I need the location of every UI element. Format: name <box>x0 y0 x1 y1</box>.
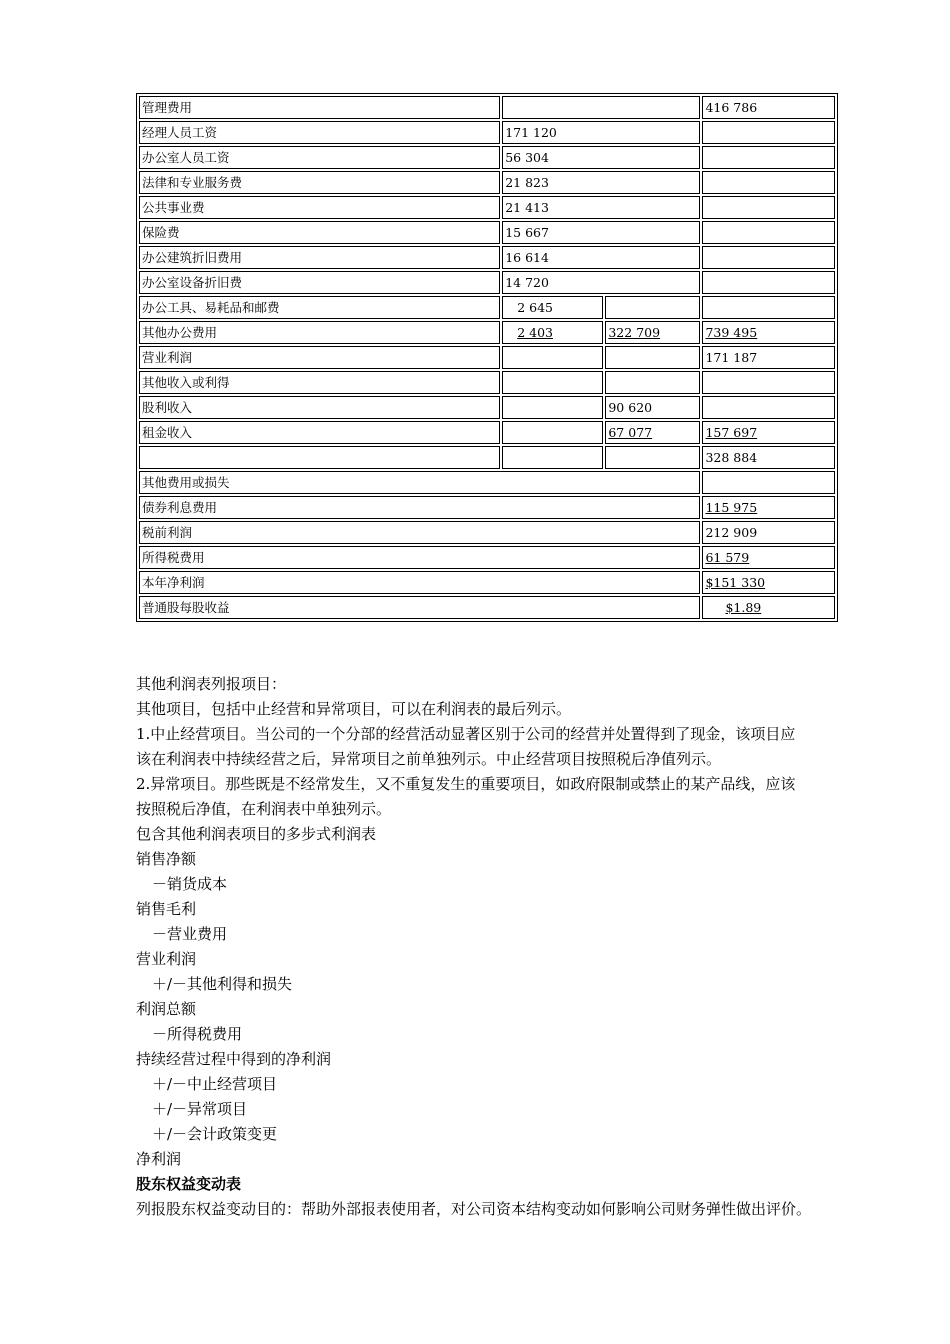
cell <box>605 371 700 394</box>
row-label: 办公室人员工资 <box>139 146 500 169</box>
cell-amount: 16 614 <box>502 246 700 269</box>
table-row <box>139 496 835 519</box>
row-label: 其他收入或利得 <box>139 371 500 394</box>
row-label: 股利收入 <box>139 396 500 419</box>
paragraph: 其他利润表列报项目： <box>136 675 287 693</box>
row-label: 保险费 <box>139 221 500 244</box>
table-row <box>139 221 835 244</box>
list-item: ＋/－其他利得和损失 <box>152 975 293 993</box>
table-row <box>139 96 835 119</box>
cell <box>502 346 603 369</box>
list-item: 营业利润 <box>136 950 197 968</box>
table-row <box>139 521 835 544</box>
cell <box>702 471 835 494</box>
row-label: 管理费用 <box>139 96 500 119</box>
row-label: 其他费用或损失 <box>139 471 700 494</box>
cell-total: 212 909 <box>702 521 835 544</box>
cell <box>702 396 835 419</box>
list-item: ＋/－中止经营项目 <box>152 1075 278 1093</box>
row-label: 营业利润 <box>139 346 500 369</box>
section-heading: 股东权益变动表 <box>136 1175 242 1193</box>
paragraph: 其他项目，包括中止经营和异常项目，可以在利润表的最后列示。 <box>136 700 572 718</box>
cell-total: $151 330 <box>702 571 835 594</box>
row-label: 所得税费用 <box>139 546 700 569</box>
table-row <box>139 121 835 144</box>
cell <box>502 96 700 119</box>
list-item: 持续经营过程中得到的净利润 <box>136 1050 332 1068</box>
cell <box>605 346 700 369</box>
paragraph: 列报股东权益变动目的：帮助外部报表使用者，对公司资本结构变动如何影响公司财务弹性做出评价。 <box>136 1200 812 1218</box>
row-label: 租金收入 <box>139 421 500 444</box>
list-item: －营业费用 <box>152 925 228 943</box>
table-row <box>139 571 835 594</box>
cell <box>502 371 603 394</box>
cell <box>502 446 603 469</box>
cell-amount: 14 720 <box>502 271 700 294</box>
list-item: 利润总额 <box>136 1000 197 1018</box>
table-row <box>139 446 835 469</box>
paragraph: 包含其他利润表项目的多步式利润表 <box>136 825 377 843</box>
paragraph-continuation: 按照税后净值，在利润表中单独列示。 <box>136 800 392 818</box>
cell-amount: 171 120 <box>502 121 700 144</box>
cell-total: 61 579 <box>702 546 835 569</box>
paragraph: 2.异常项目。那些既是不经常发生，又不重复发生的重要项目，如政府限制或禁止的某产品线，应该 <box>136 775 796 793</box>
cell <box>702 246 835 269</box>
cell-amount: 56 304 <box>502 146 700 169</box>
cell <box>605 446 700 469</box>
cell-total: 171 187 <box>702 346 835 369</box>
table-row <box>139 146 835 169</box>
row-label: 本年净利润 <box>139 571 700 594</box>
table-row <box>139 321 835 344</box>
cell-total: $1.89 <box>702 596 835 619</box>
cell <box>702 296 835 319</box>
row-label: 办公建筑折旧费用 <box>139 246 500 269</box>
cell-amount: 21 413 <box>502 196 700 219</box>
table-row <box>139 246 835 269</box>
row-label: 普通股每股收益 <box>139 596 700 619</box>
row-label <box>139 446 500 469</box>
cell-total: 416 786 <box>702 96 835 119</box>
row-label: 办公工具、易耗品和邮费 <box>139 296 500 319</box>
cell-subtotal: 67 077 <box>605 421 700 444</box>
table-row <box>139 296 835 319</box>
row-label: 税前利润 <box>139 521 700 544</box>
list-item: ＋/－异常项目 <box>152 1100 248 1118</box>
cell-amount: 21 823 <box>502 171 700 194</box>
cell-subtotal: 322 709 <box>605 321 700 344</box>
row-label: 法律和专业服务费 <box>139 171 500 194</box>
table-row <box>139 371 835 394</box>
table-row <box>139 596 835 619</box>
cell <box>702 371 835 394</box>
table-row <box>139 396 835 419</box>
cell <box>702 221 835 244</box>
cell <box>702 196 835 219</box>
income-statement-table <box>136 93 838 622</box>
cell-total: 157 697 <box>702 421 835 444</box>
table-row <box>139 346 835 369</box>
cell-subtotal <box>605 296 700 319</box>
row-label: 办公室设备折旧费 <box>139 271 500 294</box>
cell <box>702 271 835 294</box>
cell <box>702 146 835 169</box>
cell-amount: 2 645 <box>502 296 603 319</box>
cell <box>702 121 835 144</box>
cell-total: 115 975 <box>702 496 835 519</box>
body-text <box>136 672 886 1222</box>
table-row <box>139 271 835 294</box>
row-label: 经理人员工资 <box>139 121 500 144</box>
table-row <box>139 546 835 569</box>
row-label: 债券利息费用 <box>139 496 700 519</box>
cell-total: 328 884 <box>702 446 835 469</box>
list-item: 净利润 <box>136 1150 182 1168</box>
cell-amount: 2 403 <box>502 321 603 344</box>
cell-subtotal: 90 620 <box>605 396 700 419</box>
paragraph: 1.中止经营项目。当公司的一个分部的经营活动显著区别于公司的经营并处置得到了现金，该项目应 <box>136 725 796 743</box>
cell <box>702 171 835 194</box>
table-row <box>139 471 835 494</box>
cell <box>502 421 603 444</box>
row-label: 其他办公费用 <box>139 321 500 344</box>
list-item: 销售毛利 <box>136 900 197 918</box>
list-item: ＋/－会计政策变更 <box>152 1125 278 1143</box>
table-row <box>139 171 835 194</box>
list-item: －销货成本 <box>152 875 228 893</box>
row-label: 公共事业费 <box>139 196 500 219</box>
cell-total: 739 495 <box>702 321 835 344</box>
paragraph-continuation: 该在利润表中持续经营之后，异常项目之前单独列示。中止经营项目按照税后净值列示。 <box>136 750 722 768</box>
list-item: －所得税费用 <box>152 1025 243 1043</box>
table-row <box>139 421 835 444</box>
cell <box>502 396 603 419</box>
table-row <box>139 196 835 219</box>
cell-amount: 15 667 <box>502 221 700 244</box>
list-item: 销售净额 <box>136 850 197 868</box>
